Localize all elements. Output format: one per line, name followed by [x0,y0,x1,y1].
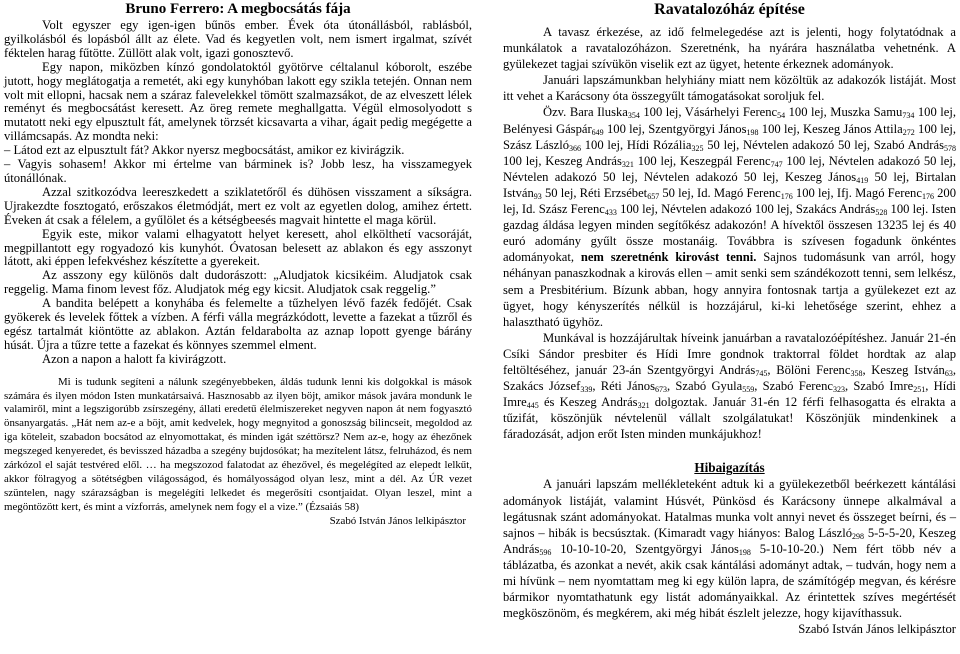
story-paragraph: Egy napon, miközben kínzó gondolatoktól gyötörve céltalanul kóborolt, eszébe jutott, hogy meglátogatja a remetét, aki egy kunyhóban lakott egy szikla tetején. Onnan nem volt mit ellopni, hacsak nem a száraz falevelekkel tömött szalmazsákot, de az elveszett lélek reményt és megbocsátást keresett. Az öreg remete meghallgatta. Végül elmosolyodott s mutatott neki egy elpusztult fát, amelynek törzsét kicsavarta a vihar, ágait pedig megégette a villámcsapás. Az mondta neki: [4,59,472,144]
story-paragraph: Egyik este, mikor valami elhagyatott helyet keresett, ahol elkölthetí vacsoráját, megpillantott egy rogyadozó kis kunyhót. Óvatosan belesett az ablakon és egy asszonyt látott, aki éppen lefekvéshez készítette a gyerekeit. [4,226,472,269]
reflection-signature: Szabó István János lelkipásztor [329,514,466,527]
reflection-text: Mi is tudunk segíteni a nálunk szegényebbeken, áldás tudunk lenni kis dolgokkal is mások számára és ilyen módon Isten munkatársaivá. Hasznosabb az ilyen böjt, amikor mások javára mondunk le valamiről, mint a legszigorúbb zsírszegény, állati eredetű élelmiszereket negyven napon át nem fogyasztó önsanyargatás. „Hát nem az-e a böjt, amit kedvelek, hogy megnyitod a gonoszság bilincseit, megoldod az iga köteleit, szabadon bocsátod az elnyomottakat, és minden igát széttörsz? Nem az-e, hogy az éhezőnek megszeged kenyeredet, és bevisszed házadba a szegény bujdosókat; ha mezítelent látsz, felruházod, és nem zárkózol el saját testvéred elől. … ha megszozod falatodat az éhezővel, és megelégíted az elepedt lelkűt, akkor fölragyog a sötétségben világosságod, és homályosságod olyan lesz, mint a dél. Az ÚR vezet szüntelen, nagy szárazságban is megelégíti lelkedet és megerősíti csontjaidat. Olyan leszel, mint a megöntözött kert, és mint a vízforrás, amelynek nem fogy el a vize.” (Ézsaiás 58) [4,375,472,513]
right-column [503,0,956,637]
corrections-text: A januári lapszám mellékleteként adtuk ki a gyülekezetből beérkezett kántálási adományok listáját, valamint Húsvét, Pünkösd és Karácsony ünnepe alkalmával a legátusnak szánt adományokat. Hatalmas munka volt annyi nevet és összeget beírni, és – sajnos – hibák is becsúsztak. (Kimaradt vagy hiányos: Balog László$_{298}$ 5-5-5-20, Keszeg András$_{596}$ 10-10-10-20, Szentgyörgyi János$_{198}$ 5-10-10-20.) Nem fért több név a táblázatba, és azonkat a nevét, akik csak kántálási adományt adtak, – tudván, hogy nem a mi hívünk – nem nyomtattam meg ki egy külön lapra, de számítógép megvan, és kérésre bármikor nyomtathatunk egy listát adományaikkal. Az érintettek szíves megértését megköszönöm, és megkérem, aki még hibát észlelt jelezze, hogy kijavíthassuk. [503,477,956,621]
corrections-heading: Hibaigazítás [694,460,765,476]
story-ending: Azon a napon a halott fa kivirágzott. [42,351,227,366]
volunteer-paragraph: Munkával is hozzájárultak híveink januárban a ravatalozóépítéshez. Január 21-én Csíki Sándor presbiter és Hídi Imre gondnok traktorral földet hordtak az alap feltöltéséhez, január 23-án Szentgyörgyi András$_{745}$, Bölöni Ferenc$_{358}$, Keszeg István$_{63}$, Szakács József$_{339}$, Réti János$_{673}$, Szabó Gyula$_{559}$, Szabó Ferenc$_{323}$, Szabó Imre$_{251}$, Hídi Imre$_{445}$ és Keszeg András$_{321}$ dolgoztak. Január 31-én 12 férfi felhasogatta és elrakta a tűzifát, köszönjük névtelenül vállalt szolgálatukat! Köszönjük mindenkinek a fáradozását, adjon erőt Isten minden munkájukhoz! [503,330,957,442]
story-paragraph: Volt egyszer egy igen-igen bűnös ember. Évek óta útonállásból, rablásból, gyilkolásból és lopásból állt az élete. Vad és kegyetlen volt, nem ismert irgalmat, szívét féktelen harag fűtötte. Züllött alak volt, igazi gonosztevő. [4,18,472,60]
story-dialogue: – Vagyis sohasem! Akkor mi értelme van bárminek is? Jobb lesz, ha visszamegyek útonállónak. [4,157,472,185]
article-title: Ravatalozóház építése [654,1,805,18]
left-column [4,0,472,529]
article-body [503,24,956,442]
donor-list-paragraph: Özv. Bara Iluska$_{354}$ 100 lej, Vásárhelyi Ferenc$_{54}$ 100 lej, Muszka Samu$_{734}$ 100 lej, Belényesi Gáspár$_{649}$ 100 lej, Szentgyörgyi János$_{198}$ 100 lej, Keszeg János Attila$_{272}$ 100 lej, Szász László$_{366}$ 100 lej, Hídi Rózália$_{325}$ 50 lej, Névtelen adakozó 50 lej, Szabó András$_{578}$ 100 lej, Keszeg András$_{321}$ 100 lej, Keszegpál Ferenc$_{747}$ 100 lej, Névtelen adakozó 50 lej, Névtelen adakozó 50 lej, Névtelen adakozó 50 lej, Keszeg János$_{419}$ 50 lej, Birtalan István$_{93}$ 50 lej, Réti Erzsébet$_{657}$ 50 lej, Id. Magó Ferenc$_{176}$ 100 lej, Ifj. Magó Ferenc$_{176}$ 200 lej, Id. Szász Ferenc$_{433}$ 100 lej, Névtelen adakozó 100 lej, Szakács András$_{528}$ 100 lej. Isten gazdag áldása legyen minden segítőkész adakozón! A hívektől összesen 13235 lej és 40 euró adomány gyűlt össze mostanáig. Továbbra is szívesen fogadunk önkéntes adományokat, nem szeretnénk kirovást tenni. Sajnos tudomásunk van arról, hogy néhányan panaszkodnak a kirovás ellen – amit senki sem szándékozott tenni, sem lelkész, sem a Presbitérium. Bízunk abban, hogy annyira fontosnak tartja a gyülekezet ezt az ügyet, hogy kényszerítés nélkül is hozzájárul, ki-ki lehetősége szerint, ehhez a halasztható ügyhöz. [503,105,957,329]
story-title: Bruno Ferrero: A megbocsátás fája [125,1,351,17]
article-paragraph: Januári lapszámunkban helyhiány miatt nem közöltük az adakozók listáját. Most itt vehet a Karácsony óta összegyűlt támogatásokat soroljuk fel. [503,73,956,104]
story-paragraph: Az asszony egy különös dalt dudorászott: „Aludjatok kicsikéim. Aludjatok csak reggelig. Mama finom levest főz. Aludjatok még egy kicsit. Aludjatok csak reggelig.” [4,268,472,297]
story-body [4,19,472,367]
story-paragraph: A bandita belépett a konyhába és felemelte a tűzhelyen lévő fazék fedőjét. Csak gyökerek és levelek főttek a vízben. A férfi válla megrázkódott, levette a fazekat a tűzről és egész tartalmát kiöntötte az ablakon. Aztán feldarabolta az aznap lopott gyenge bárány húsát. Újra a tűzre tette a fazekat és könnyes szemmel elment. [4,296,472,352]
story-paragraph: Azzal szitkozódva leereszkedett a sziklatetőről és dühösen visszament a síkságra. Ujrakezdte fosztogató, erőszakos életmódját, mert ez volt az egyetlen dolog, amihez értett. Éveken át csak a félelem, a gyűlölet és a kétségbeesés magvait hintette el maga körül. [4,184,472,227]
corrections-paragraph [503,476,956,637]
article-paragraph: A tavasz érkezése, az idő felmelegedése azt is jelenti, hogy folytatódnak a munkálatok a ravatalozóházon. Szeretnénk, ha nyárára használatba vehetnénk. A gyülekezet tagjai szívükön viselik ezt az ügyet, hetente érkeznek adományok. [503,25,956,72]
reflection-note [4,376,472,529]
story-dialogue: – Látod ezt az elpusztult fát? Akkor nyersz megbocsátást, amikor ez kivirágzik. [4,143,405,158]
article-signature: Szabó István János lelkipásztor [798,622,956,637]
